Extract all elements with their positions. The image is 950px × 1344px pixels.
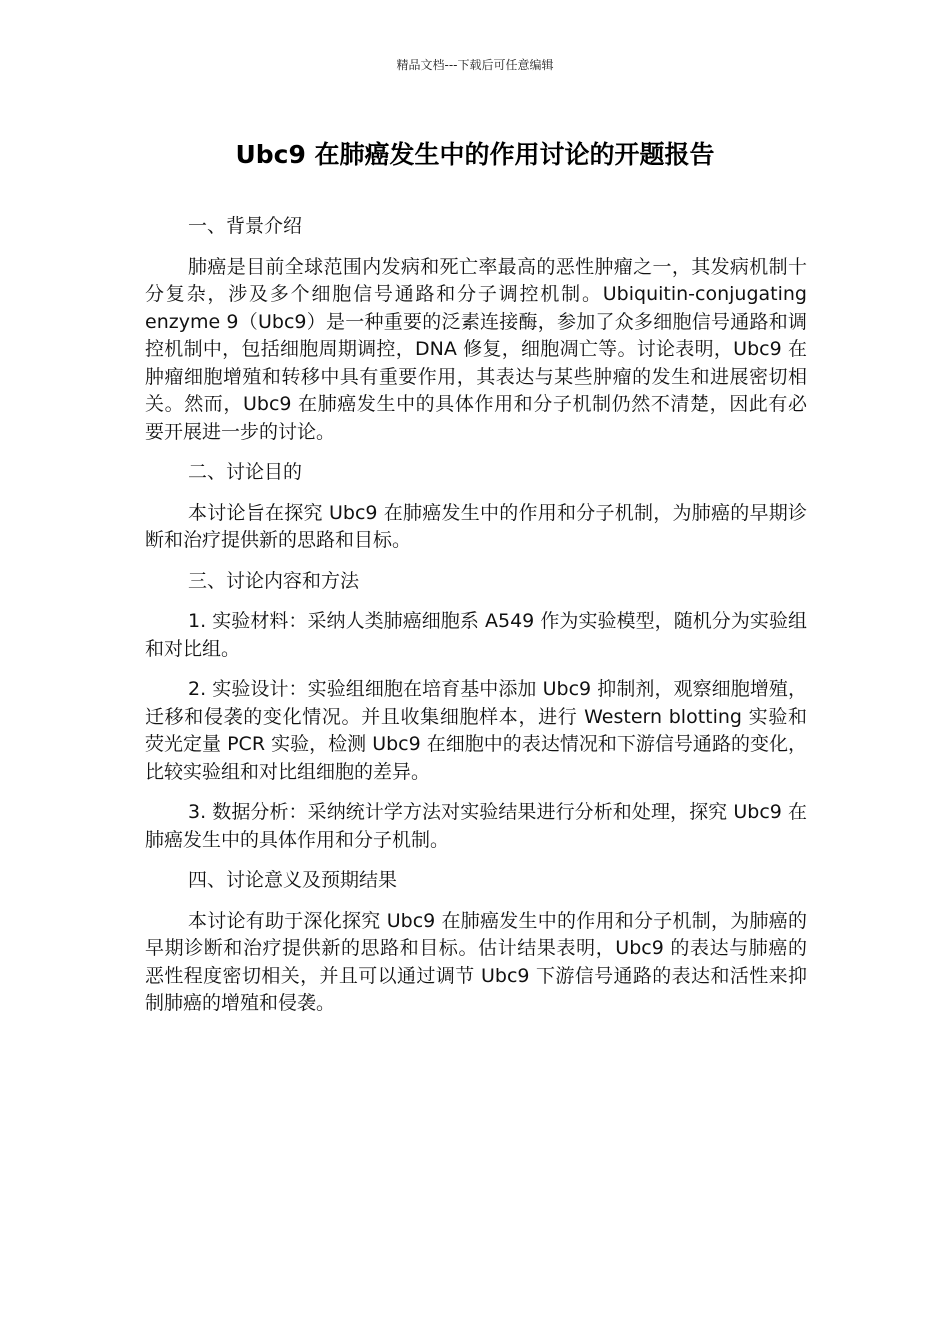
section-heading-methods: 三、讨论内容和方法: [188, 569, 360, 592]
purpose-paragraph: 本讨论旨在探究 Ubc9 在肺癌发生中的作用和分子机制，为肺癌的早期诊断和治疗提供新的思路和目标。: [145, 501, 807, 551]
methods-item-analysis: 3. 数据分析：采纳统计学方法对实验结果进行分析和处理，探究 Ubc9 在肺癌发生中的具体作用和分子机制。: [145, 801, 807, 851]
section-heading-significance: 四、讨论意义及预期结果: [188, 869, 398, 891]
document-title: Ubc9 在肺癌发生中的作用讨论的开题报告: [235, 140, 715, 169]
document-body: [145, 213, 807, 1031]
methods-item-materials: 1. 实验材料：采纳人类肺癌细胞系 A549 作为实验模型，随机分为实验组和对比组。: [145, 610, 807, 660]
background-paragraph: 肺癌是目前全球范围内发病和死亡率最高的恶性肿瘤之一，其发病机制十分复杂，涉及多个细胞信号通路和分子调控机制。Ubiquitin-conjugating enzyme 9（Ubc9）是一种重要的泛素连接酶，参加了众多细胞信号通路和调控机制中，包括细胞周期调控，DNA 修复，细胞凋亡等。讨论表明，Ubc9 在肿瘤细胞增殖和转移中具有重要作用，其表达与某些肿瘤的发生和进展密切相关。然而，Ubc9 在肺癌发生中的具体作用和分子机制仍然不清楚，因此有必要开展进一步的讨论。: [145, 255, 807, 443]
header-note: 精品文档---下载后可任意编辑: [396, 58, 554, 72]
methods-item-design: 2. 实验设计：实验组细胞在培育基中添加 Ubc9 抑制剂，观察细胞增殖，迁移和侵袭的变化情况。并且收集细胞样本，进行 Western blotting 实验和荧光定量 PCR 实验，检测 Ubc9 在细胞中的表达情况和下游信号通路的变化，比较实验组和对比组细胞的差异。: [145, 678, 807, 783]
section-heading-background: 一、背景介绍: [188, 215, 303, 237]
section-heading-purpose: 二、讨论目的: [188, 461, 303, 483]
significance-paragraph: 本讨论有助于深化探究 Ubc9 在肺癌发生中的作用和分子机制，为肺癌的早期诊断和治疗提供新的思路和目标。估计结果表明，Ubc9 的表达与肺癌的恶性程度密切相关，并且可以通过调节 Ubc9 下游信号通路的表达和活性来抑制肺癌的增殖和侵袭。: [145, 909, 807, 1014]
